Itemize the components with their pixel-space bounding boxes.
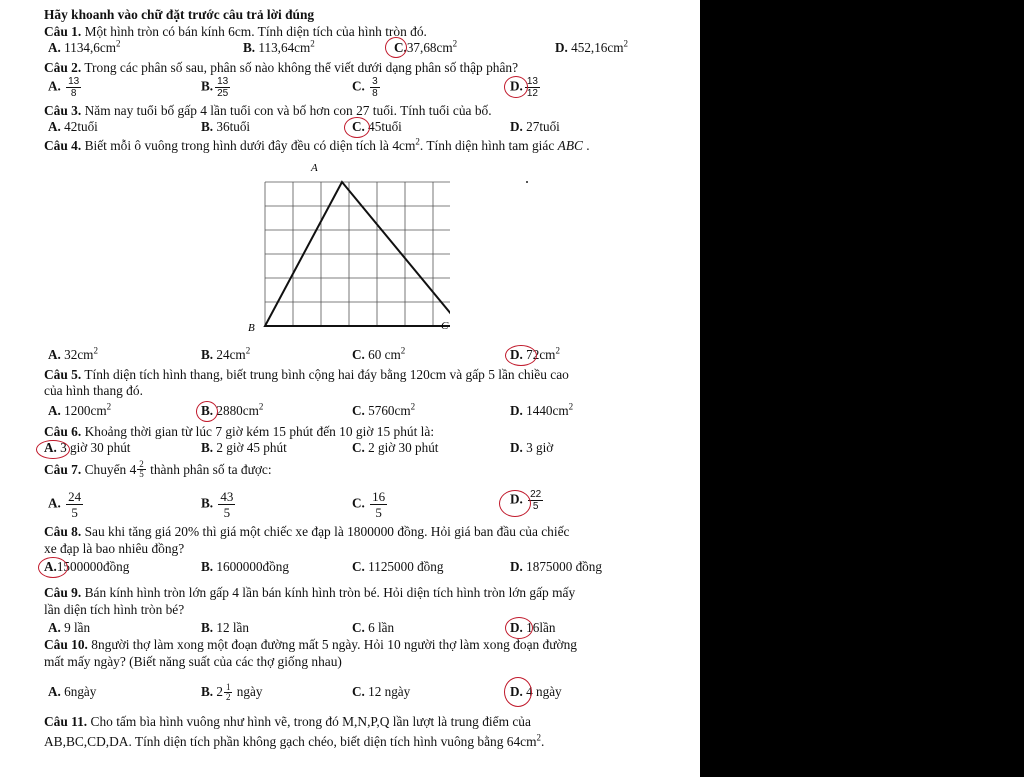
- answer-circle: [385, 37, 407, 58]
- q3-option-a[interactable]: A. 42tuổi: [48, 119, 98, 134]
- question-3: Câu 3. Năm nay tuổi bố gấp 4 lần tuổi con và bố hơn con 27 tuổi. Tính tuổi của bố.: [44, 103, 492, 118]
- q3-option-b[interactable]: B. 36tuổi: [201, 119, 251, 134]
- q10-option-b[interactable]: B. 2 $\frac{1}{2}$ ngày: [201, 681, 263, 702]
- question-10: Câu 10. 8người thợ làm xong một đoạn đường mất 5 ngày. Hỏi 10 người thợ làm xong đoạn đường: [44, 637, 577, 652]
- q1-option-b[interactable]: B. $113,64cm^2$: [243, 38, 315, 55]
- triangle-grid-figure: [240, 158, 450, 338]
- q2-option-b[interactable]: B. $\frac{13}{25}$: [201, 76, 229, 99]
- question-8-line-2: xe đạp là bao nhiêu đồng?: [44, 541, 185, 556]
- question-2: Câu 2. Trong các phân số sau, phân số nào không thể viết dưới dạng phân số thập phân?: [44, 60, 519, 75]
- question-9: Câu 9. Bán kính hình tròn lớn gấp 4 lần bán kính hình tròn bé. Hỏi diện tích hình tròn lớn gấp mấy: [44, 585, 576, 600]
- question-11: Câu 11. Cho tấm bìa hình vuông như hình vẽ, trong đó M,N,P,Q lần lượt là trung điểm của: [44, 714, 531, 729]
- question-5: Câu 5. Tính diện tích hình thang, biết trung bình cộng hai đáy bằng 120cm và gấp 5 lần chiều cao: [44, 367, 569, 382]
- instruction: Hãy khoanh vào chữ đặt trước câu trả lời đúng: [44, 7, 315, 22]
- q4-option-a[interactable]: A. $32cm^2$: [48, 345, 98, 362]
- answer-circle: [505, 345, 537, 366]
- q4-option-d[interactable]: D. $72cm^2$: [510, 345, 560, 362]
- q6-option-c[interactable]: C. 2 giờ 30 phút: [352, 440, 439, 455]
- vertex-b-label: B: [248, 322, 255, 334]
- q4-option-c[interactable]: C. 60 $cm^2$: [352, 345, 406, 362]
- q1-option-d[interactable]: D. $452,16cm^2$: [555, 38, 629, 55]
- q4-option-b[interactable]: B. $24cm^2$: [201, 345, 251, 362]
- answer-circle: [499, 490, 531, 517]
- q7-option-d[interactable]: D. $\frac{22}{5}$: [510, 489, 542, 512]
- vertex-c-label: C: [441, 320, 449, 332]
- q7-option-c[interactable]: C. $\frac{16}{5}$: [352, 489, 386, 520]
- q3-option-d[interactable]: D. 27tuổi: [510, 119, 560, 134]
- answer-circle: [36, 440, 70, 459]
- question-8: Câu 8. Sau khi tăng giá 20% thì giá một chiếc xe đạp là 1800000 đồng. Hỏi giá ban đầu của chiếc: [44, 524, 570, 539]
- question-11-line-2: AB,BC,CD,DA. Tính diện tích phần không gạch chéo, biết diện tích hình vuông bằng $64cm^2$.: [44, 732, 545, 749]
- q2-option-d[interactable]: D. $\frac{13}{12}$: [510, 76, 538, 99]
- question-9-line-2: lần diện tích hình tròn bé?: [44, 602, 185, 617]
- q10-option-a[interactable]: A. 6ngày: [48, 684, 97, 699]
- question-10-line-2: mất mấy ngày? (Biết năng suất của các thợ giống nhau): [44, 654, 342, 669]
- q1-option-a[interactable]: A. $1134,6cm^2$: [48, 38, 121, 55]
- question-1: Câu 1. Một hình tròn có bán kính 6cm. Tính diện tích của hình tròn đó.: [44, 24, 427, 39]
- q10-option-d[interactable]: D. 4 ngày: [510, 684, 562, 699]
- q5-option-b[interactable]: B. $2880cm^2$: [201, 401, 264, 418]
- answer-circle: [504, 677, 532, 707]
- answer-circle: [505, 617, 533, 639]
- grid-lines: [265, 182, 450, 326]
- question-6: Câu 6. Khoảng thời gian từ lúc 7 giờ kém 15 phút đến 10 giờ 15 phút là:: [44, 424, 435, 439]
- question-7: Câu 7. Chuyển 4 $\frac{2}{5}$ thành phân số ta được:: [44, 459, 272, 479]
- q9-option-d[interactable]: D. 16lần: [510, 620, 556, 635]
- q6-option-d[interactable]: D. 3 giờ: [510, 440, 554, 455]
- q7-option-a[interactable]: A. $\frac{24}{5}$: [48, 489, 82, 520]
- q10-option-c[interactable]: C. 12 ngày: [352, 684, 411, 699]
- q8-option-c[interactable]: C. 1125000 đồng: [352, 559, 444, 574]
- q9-option-b[interactable]: B. 12 lần: [201, 620, 249, 635]
- q5-option-a[interactable]: A. $1200cm^2$: [48, 401, 112, 418]
- q5-option-c[interactable]: C. $5760cm^2$: [352, 401, 416, 418]
- q1-option-c[interactable]: $C.37,68cm^2$: [394, 38, 458, 55]
- answer-circle: [196, 401, 218, 422]
- q6-option-b[interactable]: B. 2 giờ 45 phút: [201, 440, 287, 455]
- answer-circle: [504, 76, 528, 98]
- q3-option-c[interactable]: C. 45tuổi: [352, 119, 402, 134]
- answer-circle: [344, 117, 370, 138]
- stray-dot: [526, 181, 528, 183]
- q8-option-d[interactable]: D. 1875000 đồng: [510, 559, 602, 574]
- q2-option-a[interactable]: A. $\frac{13}{8}$: [48, 76, 80, 99]
- q5-option-d[interactable]: D. $1440cm^2$: [510, 401, 574, 418]
- vertex-a-label: A: [311, 162, 318, 174]
- q6-option-a[interactable]: A. 3 giờ 30 phút: [44, 440, 131, 455]
- q8-option-b[interactable]: B. 1600000đồng: [201, 559, 289, 574]
- question-4: Câu 4. Biết mỗi ô vuông trong hình dưới đây đều có diện tích là $4cm^2$. Tính diện hình tam giác ABC .: [44, 136, 590, 153]
- q2-option-c[interactable]: C. $\frac{3}{8}$: [352, 76, 378, 99]
- answer-circle: [38, 557, 68, 578]
- q9-option-c[interactable]: C. 6 lần: [352, 620, 395, 635]
- q9-option-a[interactable]: A. 9 lần: [48, 620, 91, 635]
- q7-option-b[interactable]: B. $\frac{43}{5}$: [201, 489, 234, 520]
- q8-option-a[interactable]: A.1500000đồng: [44, 559, 130, 574]
- question-5-line-2: của hình thang đó.: [44, 383, 143, 398]
